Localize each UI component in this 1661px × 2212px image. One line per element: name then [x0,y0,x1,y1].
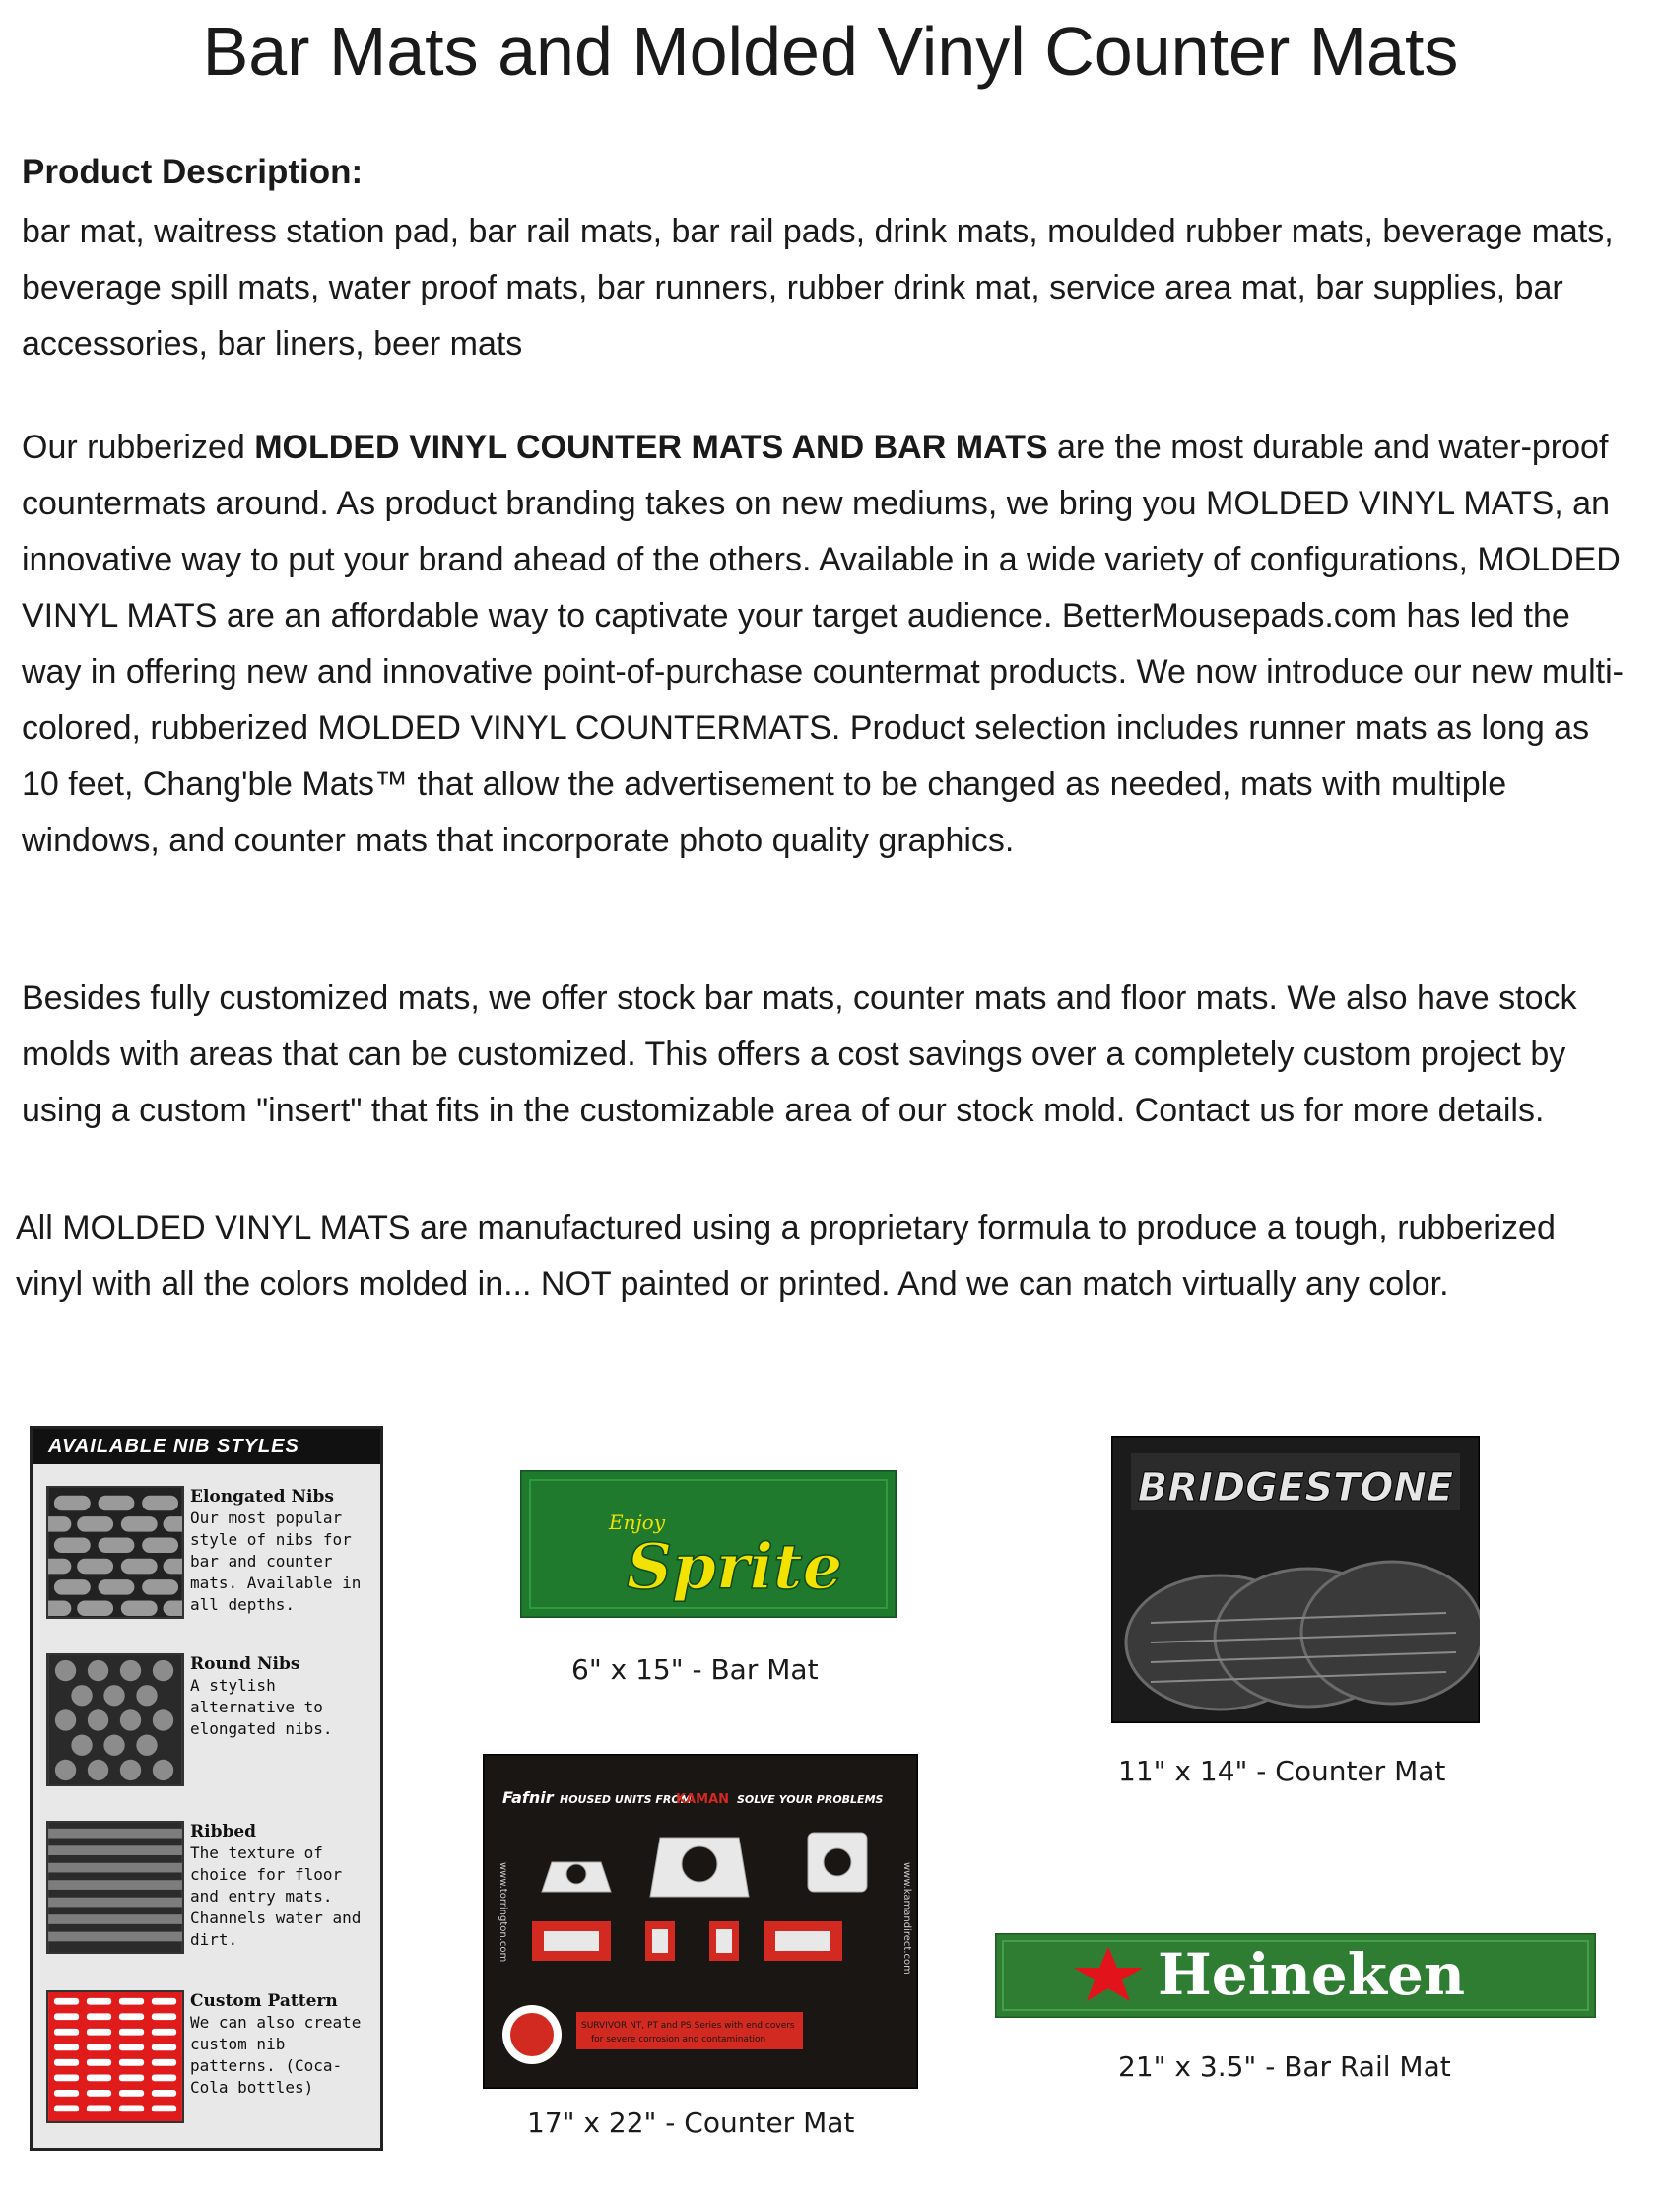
intro-lead: Our rubberized [22,429,255,466]
keywords-paragraph: bar mat, waitress station pad, bar rail mats, bar rail pads, drink mats, moulded rubber mats, beverage mats, beverage spill mats, water proof mats, bar runners, rubber drink mat, service area mat, bar supplies, bar accessories, bar liners, beer mats [22,213,1614,363]
caption-heineken: 21" x 3.5" - Bar Rail Mat [1118,2050,1451,2083]
nib-description: We can also create custom nib patterns. (Coca-Cola bottles) [190,2013,362,2097]
nib-description: A stylish alternative to elongated nibs. [190,1676,333,1738]
nib-name: Ribbed [190,1822,257,1842]
nib-description: The texture of choice for floor and entry mats. Channels water and dirt. [190,1843,362,1949]
nib-styles-header: AVAILABLE NIB STYLES [33,1429,380,1464]
intro-bold: MOLDED VINYL COUNTER MATS AND BAR MATS [254,429,1048,466]
intro-rest: are the most durable and water-proof countermats around. As product branding takes on new mediums, we bring you MOLDED VINYL MATS, an innovative way to put your brand ahead of the others. Available in a wide variety of configurations, MOLDED VINYL MATS are an affordable way to captivate your target audience. BetterMousepads.com has led the way in offering new and innovative point-of-purchase countermat products. We now introduce our new multi-colored, rubberized MOLDED VINYL COUNTERMATS. Product selection includes runner mats as long as 10 feet, Chang'ble Mats™ that allow the advertisement to be changed as needed, mats with multiple windows, and counter mats that incorporate photo quality graphics. [22,429,1624,859]
nib-name: Round Nibs [190,1654,300,1674]
fafnir-headline-c: SOLVE YOUR PROBLEMS [737,1793,884,1806]
fafnir-brand: Fafnir [502,1788,554,1807]
manufacturing-paragraph: All MOLDED VINYL MATS are manufactured using a proprietary formula to produce a tough, rubberized vinyl with all the colors molded in... NOT painted or printed. And we can match virtually any color. [16,1209,1556,1303]
nib-text-elongated [190,1486,377,1616]
stock-mats-paragraph: Besides fully customized mats, we offer stock bar mats, counter mats and floor mats. We also have stock molds with areas that can be customized. This offers a cost savings over a completely custom project by using a custom "insert" that fits in the customizable area of our stock mold. Contact us for more details. [22,979,1577,1129]
nib-name: Custom Pattern [190,1991,338,2011]
product-description-heading: Product Description: [22,153,364,191]
page-title: Bar Mats and Molded Vinyl Counter Mats [202,13,1459,90]
round-nibs-swatch-icon [46,1653,184,1786]
nib-description: Our most popular style of nibs for bar and counter mats. Available in all depths. [190,1508,362,1614]
fafnir-headline-a: HOUSED UNITS FROM [560,1793,692,1806]
ribbed-swatch-icon [46,1821,184,1954]
fafnir-side-left: www.torrington.com [498,1862,508,1963]
nib-text-custom [190,1990,377,2099]
intro-paragraph [22,420,1628,869]
elongated-nibs-swatch-icon [46,1486,184,1619]
caption-bridgestone: 11" x 14" - Counter Mat [1118,1755,1446,1787]
fafnir-side-right: www.kamandirect.com [901,1862,912,1975]
caption-sprite: 6" x 15" - Bar Mat [571,1653,819,1686]
fafnir-footer-line2: for severe corrosion and contamination [591,2035,766,2044]
nib-name: Elongated Nibs [190,1487,334,1507]
heineken-bar-rail-mat-image [995,1933,1596,2018]
fafnir-counter-mat-image [483,1754,918,2089]
nib-text-ribbed [190,1821,377,1951]
nib-styles-panel [30,1426,383,2151]
sprite-bar-mat-image [520,1470,897,1618]
fafnir-footer-line1: SURVIVOR NT, PT and PS Series with end covers [581,2021,795,2031]
caption-fafnir: 17" x 22" - Counter Mat [527,2107,855,2139]
heineken-logo: Heineken [1158,1941,1466,2008]
bridgestone-logo: BRIDGESTONE [1137,1465,1454,1510]
custom-pattern-swatch-icon [46,1990,184,2123]
kaman-brand: KAMAN [676,1792,730,1807]
nib-text-round [190,1653,377,1740]
bridgestone-counter-mat-image [1111,1436,1480,1723]
sprite-tagline: Enjoy [609,1510,666,1534]
sprite-logo: Sprite [627,1530,843,1604]
